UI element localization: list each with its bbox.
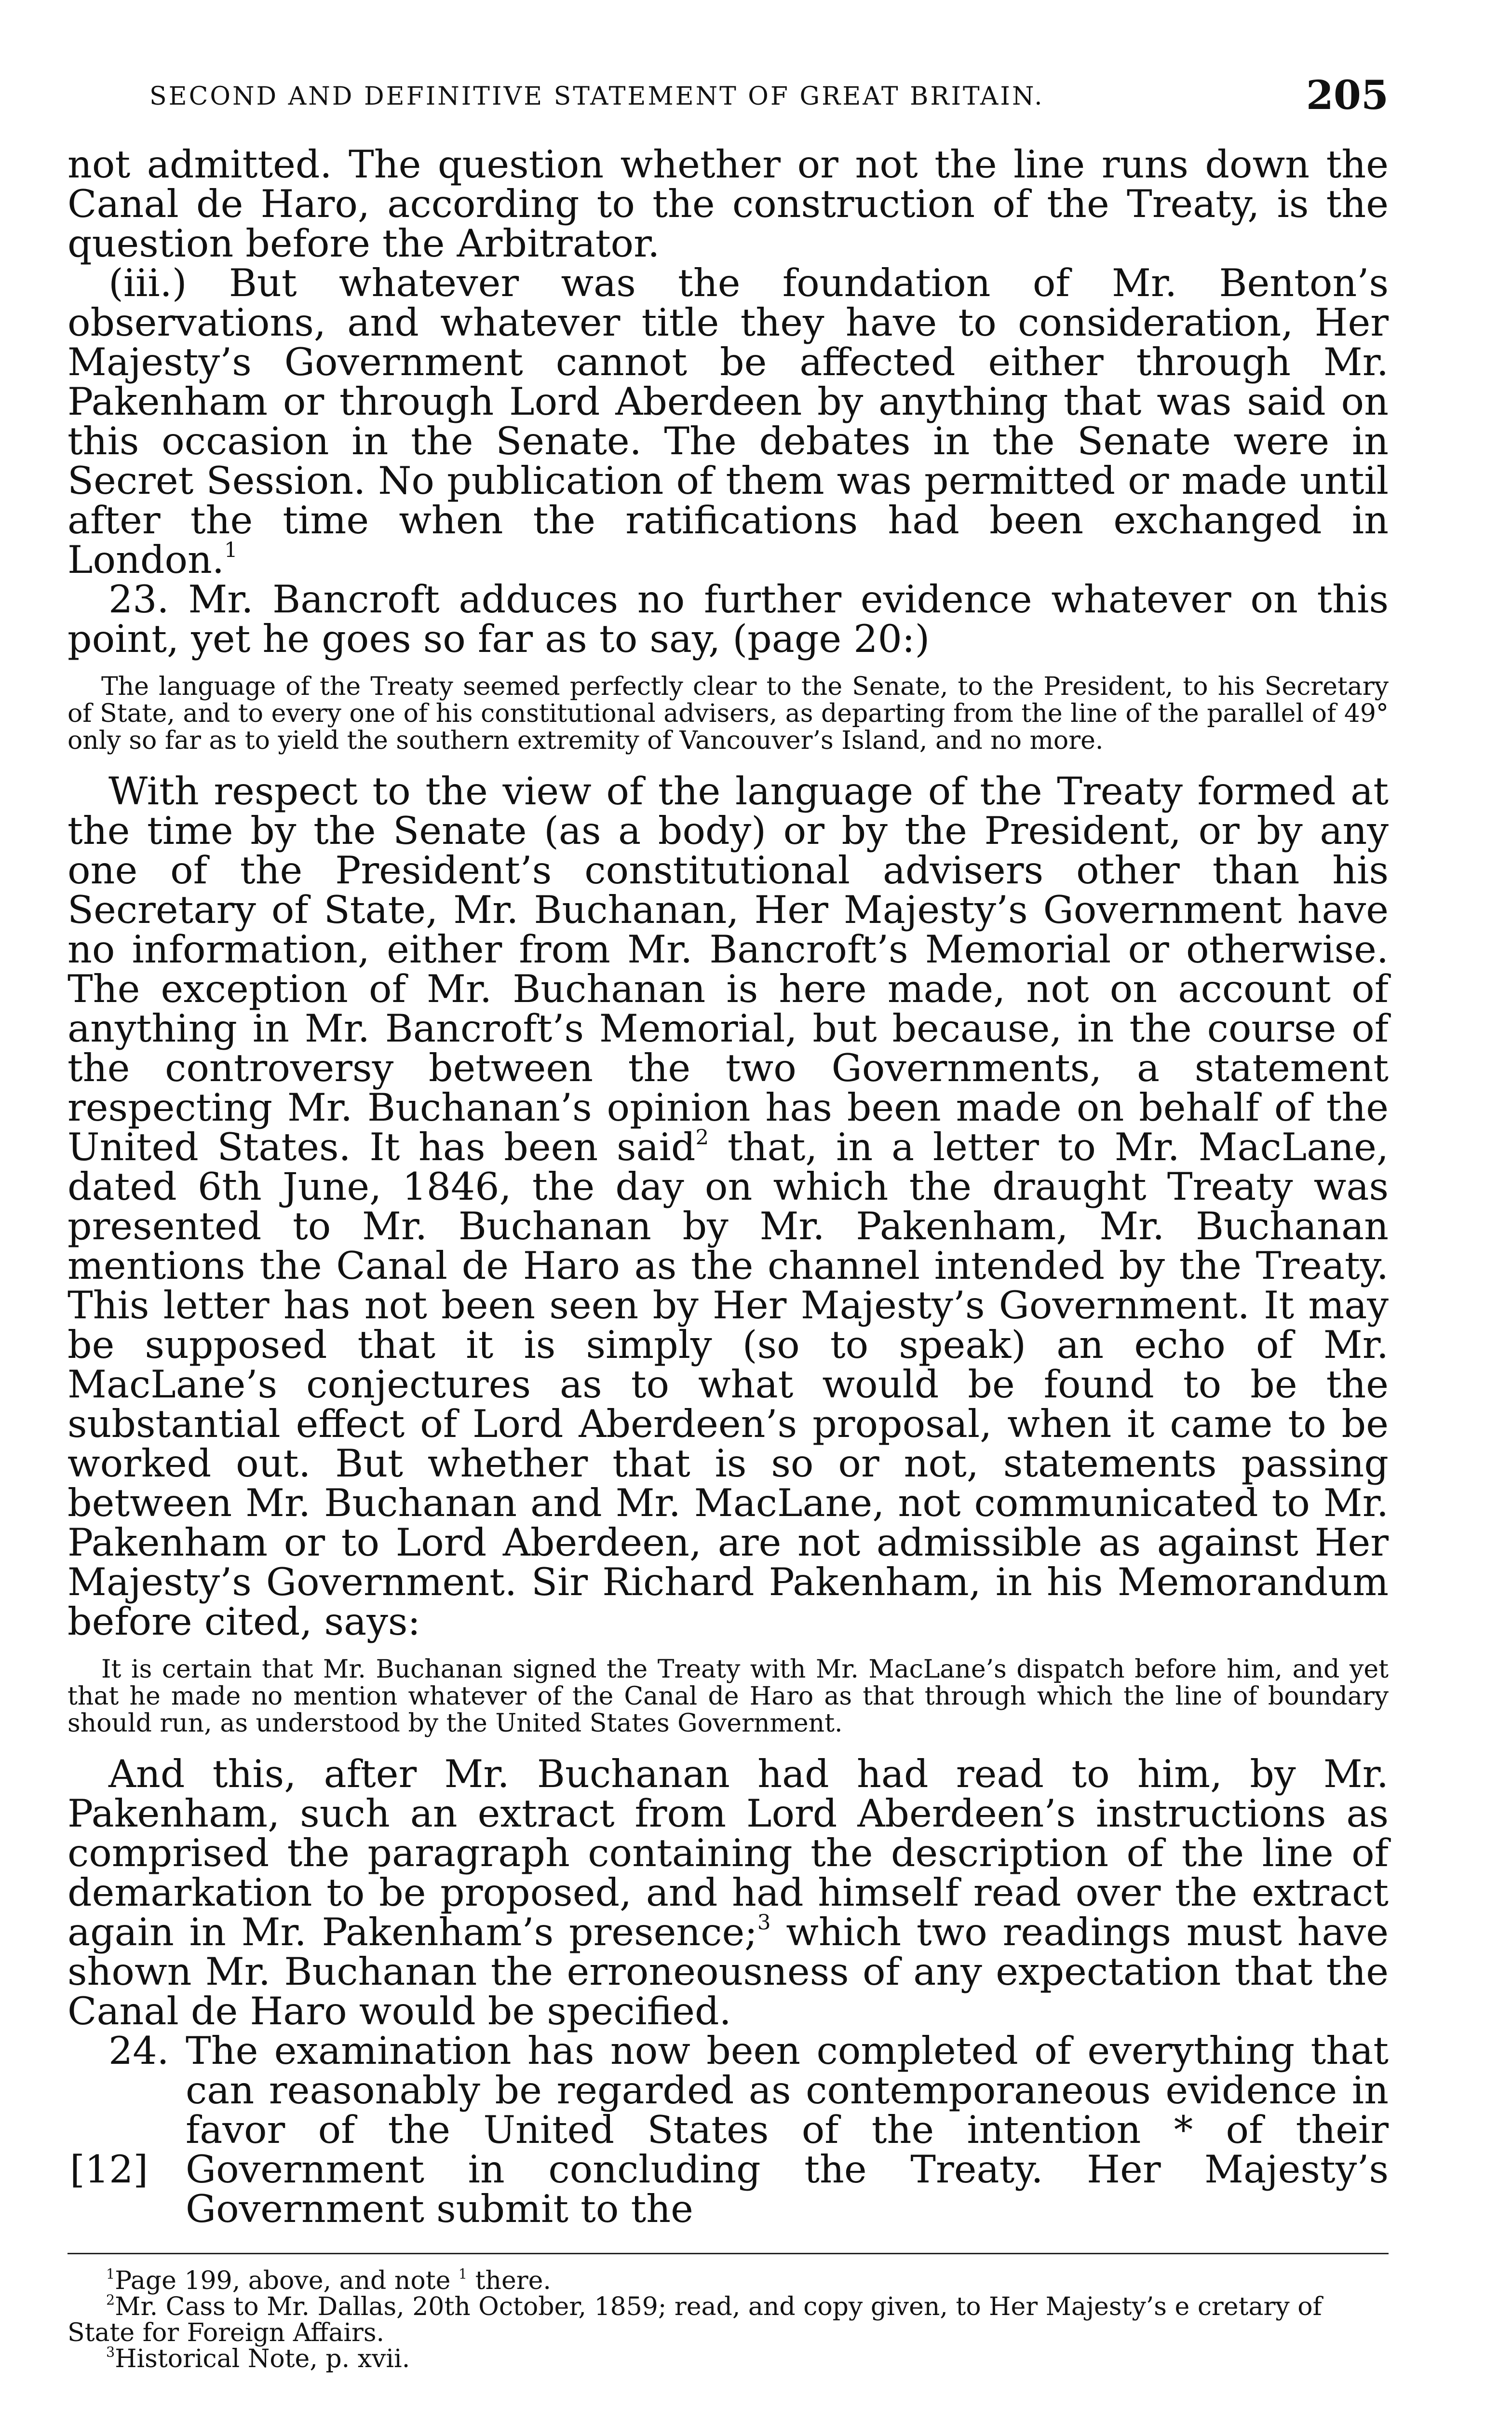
- running-title: SECOND AND DEFINITIVE STATEMENT OF GREAT BRITAIN.: [149, 82, 1044, 111]
- paragraph-iii: (iii.) But whatever was the foundation of Mr. Benton’s observations, and whatever title they have to consideration, Her Majesty’s Government cannot be affected either through Mr. Pakenham or through Lord Aberdeen by anything that was said on this occasion in the Senate. The debates in the Senate were in Secret Session. No publication of them was permitted or made until after the time when the ratifications had been exchanged in London.$^1$: [68, 261, 1389, 582]
- paragraph-24-text: The examination has now been completed of everything that can reasonably be regarded as contemporaneous evidence in favor of the United States of the intention * of their Government in concluding the Treaty. Her Majesty’s Government submit to the: [186, 2029, 1389, 2231]
- running-header: [68, 72, 1389, 121]
- footnote-2: $^2$Mr. Cass to Mr. Dallas, 20th October, 1859; read, and copy given, to Her Majesty’s e cretary of State for Foreign Affairs.: [68, 2291, 1322, 2347]
- page-body: [68, 142, 1389, 2373]
- paragraph-23-intro: 23. Mr. Bancroft adduces no further evidence whatever on this point, yet he goes so far as to say, (page 20:): [68, 577, 1389, 661]
- footnote-ref: 3: [757, 1910, 771, 1935]
- margin-page-ref: [12]: [70, 2147, 148, 2192]
- paragraph-23-body: With respect to the view of the language of the Treaty formed at the time by the Senate (as a body) or by the President, or by any one of the President’s constitutional advisers other than his Secretary of State, Mr. Buchanan, Her Majesty’s Government have no information, either from Mr. Bancroft’s Memorial or otherwise. The exception of Mr. Buchanan is here made, not on account of anything in Mr. Bancroft’s Memorial, but because, in the course of the controversy between the two Governments, a statement respecting Mr. Buchanan’s opinion has been made on behalf of the United States. It has been said$^2$ that, in a letter to Mr. MacLane, dated 6th June, 1846, the day on which the draught Treaty was presented to Mr. Buchanan by Mr. Pakenham, Mr. Buchanan mentions the Canal de Haro as the channel intended by the Treaty. This letter has not been seen by Her Majesty’s Government. It may be supposed that it is simply (so to speak) an echo of Mr. MacLane’s conjectures as to what would be found to be the substantial effect of Lord Aberdeen’s proposal, when it came to be worked out. But whether that is so or not, statements passing between Mr. Buchanan and Mr. MacLane, not communicated to Mr. Pakenham or to Lord Aberdeen, are not admissible as against Her Majesty’s Government. Sir Richard Pakenham, in his Memorandum before cited, says:: [68, 769, 1389, 1644]
- paragraph-number: 24.: [108, 2029, 169, 2073]
- block-quote-pakenham: It is certain that Mr. Buchanan signed the Treaty with Mr. MacLane’s dispatch before him, and yet that he made no mention whatever of the Canal de Haro as that through which the line of boundary should run, as understood by the United States Government.: [68, 1655, 1389, 1738]
- page-number: 205: [1306, 72, 1389, 119]
- footnotes: [68, 2265, 1389, 2373]
- paragraph-23-conclusion: And this, after Mr. Buchanan had had read to him, by Mr. Pakenham, such an extract from Lord Aberdeen’s instructions as comprised the paragraph containing the description of the line of demarkation to be proposed, and had himself read over the extract again in Mr. Pakenham’s presence;$^3$ which two readings must have shown Mr. Buchanan the erroneousness of any expectation that the Canal de Haro would be specified.: [68, 1752, 1389, 2033]
- footnote-ref: 2: [695, 1125, 709, 1150]
- footnote-1: $^1$Page 199, above, and note $^1$ there.: [106, 2265, 551, 2295]
- footnote-ref: 1: [224, 538, 238, 563]
- block-quote-bancroft: The language of the Treaty seemed perfectly clear to the Senate, to the President, to his Secretary of State, and to every one of his constitutional advisers, as departing from the line of the parallel of 49° only so far as to yield the southern extremity of Vancouver’s Island, and no more.: [68, 672, 1389, 755]
- footnote-divider: [68, 2253, 1389, 2254]
- footnote-3: $^3$Historical Note, p. xvii.: [106, 2343, 410, 2373]
- paragraph-24: [68, 2031, 1389, 2229]
- paragraph-continued: not admitted. The question whether or not the line runs down the Canal de Haro, according to the construction of the Treaty, is the question before the Arbitrator.: [68, 142, 1389, 266]
